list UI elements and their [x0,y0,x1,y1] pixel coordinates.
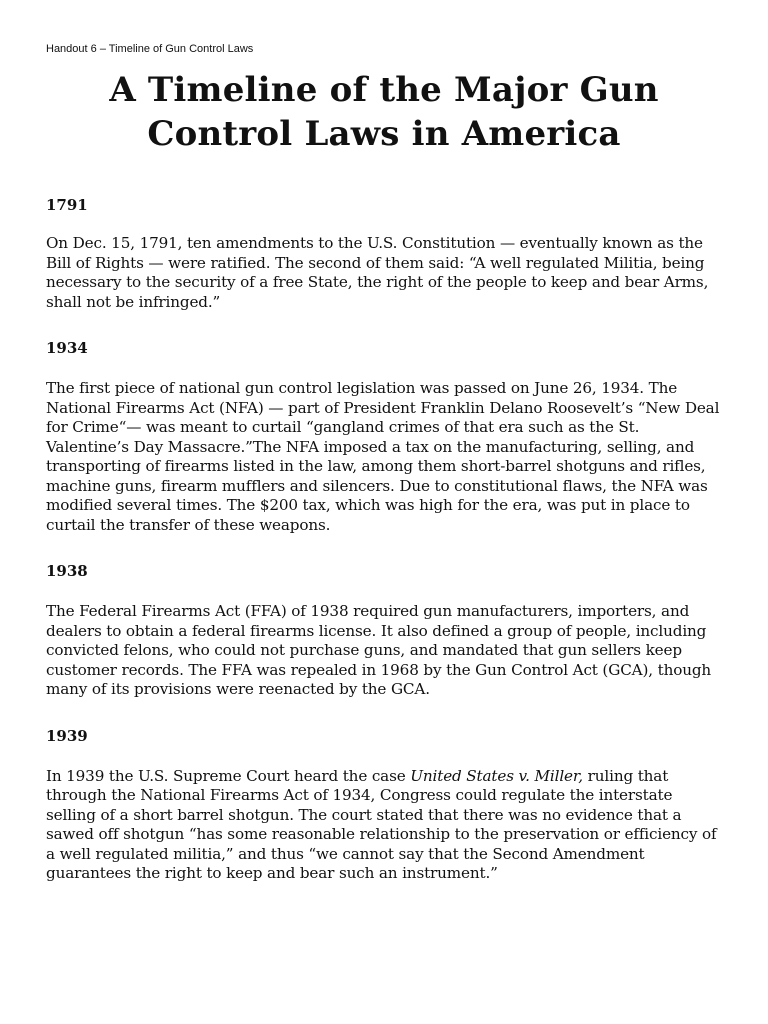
case-name: United States v. Miller, [410,766,583,785]
paragraph-1791: On Dec. 15, 1791, ten amendments to the U.S. Constitution — eventually known as the Bill of Rights — were ratified. The second of them said: “A well regulated Militia, being necessary to the security of a free State, the right of the people to keep and bear Arms, shall not be infringed.” [46,234,709,311]
paragraph-1939-lead: In 1939 the U.S. Supreme Court heard the case [46,766,411,785]
timeline-section-1939 [46,727,722,884]
year-heading-1939: 1939 [46,726,88,745]
paragraph-1938: The Federal Firearms Act (FFA) of 1938 required gun manufacturers, importers, and dealers to obtain a federal firearms license. It also defined a group of people, including convicted felons, who could not purchase guns, and mandated that gun sellers keep customer records. The FFA was repealed in 1968 by the Gun Control Act (GCA), though many of its provisions were reenacted by the GCA. [46,602,712,698]
paragraph-1939-rest: ruling that through the National Firearms Act of 1934, Congress could regulate the interstate selling of a short barrel shotgun. The court stated that there was no evidence that a sawed off shotgun “has some reasonable relationship to the preservation or efficiency of a well regulated militia,” and thus “we cannot say that the Second Amendment guarantees the right to keep and bear such an instrument.” [46,766,717,882]
timeline-section-1938 [46,562,722,700]
paragraph-1934: The first piece of national gun control legislation was passed on June 26, 1934. The National Firearms Act (NFA) — part of President Franklin Delano Roosevelt’s “New Deal for Crime“— was meant to curtail “gangland crimes of that era such as the St. Valentine’s Day Massacre.”The NFA imposed a tax on the manufacturing, selling, and transporting of firearms listed in the law, among them short-barrel shotguns and rifles, machine guns, firearm mufflers and silencers. Due to constitutional flaws, the NFA was modified several times. The $200 tax, which was high for the era, was put in place to curtail the transfer of these weapons. [46,379,720,534]
year-heading-1791: 1791 [46,196,88,214]
year-heading-1934: 1934 [46,339,88,357]
timeline-section-1934 [46,339,722,535]
paragraph-1939 [46,767,722,884]
handout-label: Handout 6 – Timeline of Gun Control Laws [46,43,254,55]
page-title: A Timeline of the Major Gun Control Laws in America [109,70,659,154]
timeline-section-1791 [46,196,722,312]
year-heading-1938: 1938 [46,562,88,580]
